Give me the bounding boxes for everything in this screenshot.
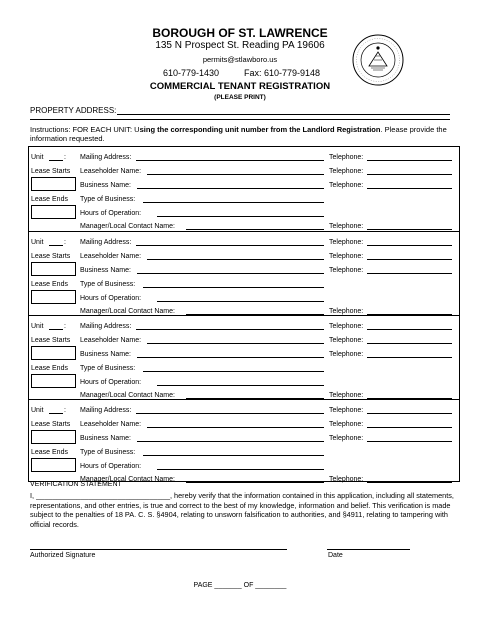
mailing-address-label: Mailing Address: <box>80 239 132 246</box>
mailing-address-label: Mailing Address: <box>80 323 132 330</box>
manager-contact-field[interactable] <box>186 482 324 483</box>
unit-block <box>29 399 459 484</box>
divider <box>30 119 450 120</box>
unit-number-field[interactable] <box>49 413 63 414</box>
form-title: COMMERCIAL TENANT REGISTRATION <box>149 81 331 92</box>
date-label: Date <box>328 552 343 559</box>
unit-number-field[interactable] <box>49 245 63 246</box>
business-name-label: Business Name: <box>80 351 131 358</box>
telephone-label: Telephone: <box>329 337 364 344</box>
unit-block <box>29 231 459 316</box>
mailing-address-field[interactable] <box>136 245 324 246</box>
type-of-business-label: Type of Business: <box>80 365 136 372</box>
telephone-label: Telephone: <box>329 154 364 161</box>
telephone-label: Telephone: <box>329 392 364 399</box>
telephone-field[interactable] <box>367 343 452 344</box>
lease-starts-label: Lease Starts <box>31 168 71 175</box>
hours-of-operation-field[interactable] <box>157 385 324 386</box>
property-address-field[interactable] <box>117 114 450 115</box>
hours-of-operation-field[interactable] <box>157 301 324 302</box>
lease-starts-date-box[interactable] <box>31 430 76 444</box>
org-name: BOROUGH OF ST. LAWRENCE <box>152 26 328 40</box>
telephone-label: Telephone: <box>329 223 364 230</box>
leaseholder-name-field[interactable] <box>147 427 324 428</box>
property-address-label: PROPERTY ADDRESS: <box>30 106 117 115</box>
unit-colon: : <box>64 323 66 330</box>
telephone-field[interactable] <box>367 245 452 246</box>
type-of-business-label: Type of Business: <box>80 449 136 456</box>
unit-colon: : <box>64 239 66 246</box>
unit-label: Unit <box>31 323 44 330</box>
telephone-field[interactable] <box>367 329 452 330</box>
telephone-label: Telephone: <box>329 267 364 274</box>
manager-contact-field[interactable] <box>186 229 324 230</box>
instructions-suffix: . Please provide the information requested. <box>30 125 447 143</box>
type-of-business-label: Type of Business: <box>80 281 136 288</box>
manager-contact-label: Manager/Local Contact Name: <box>80 476 175 483</box>
verification-text: I, _________________________________, hereby verify that the information contained in this application, including all statements, representations, and other entries, is true and correct to the best of my knowledge, information and belief. This verification is made subject to the penalties of 18 PA. C. S. §4904, relating to unsworn falsification to authorities, and §4911, relating to tampering with official records. <box>30 491 454 529</box>
telephone-field[interactable] <box>367 482 452 483</box>
business-name-field[interactable] <box>137 441 324 442</box>
hours-of-operation-label: Hours of Operation: <box>80 379 142 386</box>
lease-starts-date-box[interactable] <box>31 262 76 276</box>
unit-block <box>29 315 459 400</box>
leaseholder-name-field[interactable] <box>147 259 324 260</box>
borough-seal-icon <box>352 34 404 86</box>
mailing-address-label: Mailing Address: <box>80 407 132 414</box>
hours-of-operation-field[interactable] <box>157 469 324 470</box>
units-table <box>28 146 460 482</box>
telephone-field[interactable] <box>367 413 452 414</box>
lease-ends-date-box[interactable] <box>31 205 76 219</box>
unit-colon: : <box>64 154 66 161</box>
manager-contact-label: Manager/Local Contact Name: <box>80 308 175 315</box>
leaseholder-name-label: Leaseholder Name: <box>80 253 142 260</box>
lease-starts-label: Lease Starts <box>31 337 71 344</box>
business-name-label: Business Name: <box>80 182 131 189</box>
mailing-address-label: Mailing Address: <box>80 154 132 161</box>
business-name-field[interactable] <box>137 273 324 274</box>
org-email[interactable]: permits@stlawboro.us <box>202 55 278 64</box>
form-subtitle: (PLEASE PRINT) <box>214 94 266 101</box>
unit-number-field[interactable] <box>49 329 63 330</box>
telephone-field[interactable] <box>367 259 452 260</box>
manager-contact-label: Manager/Local Contact Name: <box>80 223 175 230</box>
page-number: PAGE _______ OF ________ <box>193 582 287 589</box>
hours-of-operation-label: Hours of Operation: <box>80 463 142 470</box>
leaseholder-name-label: Leaseholder Name: <box>80 168 142 175</box>
leaseholder-name-field[interactable] <box>147 343 324 344</box>
unit-colon: : <box>64 407 66 414</box>
telephone-label: Telephone: <box>329 407 364 414</box>
org-fax: Fax: 610-779-9148 <box>244 68 321 78</box>
telephone-label: Telephone: <box>329 421 364 428</box>
telephone-label: Telephone: <box>329 168 364 175</box>
business-name-label: Business Name: <box>80 435 131 442</box>
telephone-label: Telephone: <box>329 351 364 358</box>
hours-of-operation-field[interactable] <box>157 216 324 217</box>
unit-number-field[interactable] <box>49 160 63 161</box>
lease-ends-date-box[interactable] <box>31 290 76 304</box>
leaseholder-name-label: Leaseholder Name: <box>80 337 142 344</box>
instructions <box>30 125 460 143</box>
telephone-field[interactable] <box>367 174 452 175</box>
manager-contact-label: Manager/Local Contact Name: <box>80 392 175 399</box>
lease-ends-label: Lease Ends <box>31 365 68 372</box>
authorized-signature-label: Authorized Signature <box>30 552 96 559</box>
telephone-field[interactable] <box>367 441 452 442</box>
telephone-field[interactable] <box>367 188 452 189</box>
unit-block <box>29 147 459 231</box>
telephone-label: Telephone: <box>329 182 364 189</box>
lease-starts-label: Lease Starts <box>31 253 71 260</box>
business-name-field[interactable] <box>137 188 324 189</box>
instructions-bold: sing the corresponding unit number from the Landlord Registration <box>139 125 381 134</box>
org-address: 135 N Prospect St. Reading PA 19606 <box>155 40 325 51</box>
telephone-field[interactable] <box>367 427 452 428</box>
telephone-field[interactable] <box>367 273 452 274</box>
lease-ends-label: Lease Ends <box>31 449 68 456</box>
telephone-label: Telephone: <box>329 435 364 442</box>
leaseholder-name-field[interactable] <box>147 174 324 175</box>
org-phone: 610-779-1430 <box>163 68 220 78</box>
telephone-field[interactable] <box>367 160 452 161</box>
mailing-address-field[interactable] <box>136 413 324 414</box>
verification-title: VERIFICATION STATEMENT <box>30 481 122 488</box>
hours-of-operation-label: Hours of Operation: <box>80 295 142 302</box>
business-name-label: Business Name: <box>80 267 131 274</box>
telephone-label: Telephone: <box>329 308 364 315</box>
type-of-business-field[interactable] <box>143 371 324 372</box>
signature-field[interactable] <box>30 549 287 550</box>
lease-starts-date-box[interactable] <box>31 177 76 191</box>
type-of-business-label: Type of Business: <box>80 196 136 203</box>
type-of-business-field[interactable] <box>143 455 324 456</box>
telephone-label: Telephone: <box>329 239 364 246</box>
leaseholder-name-label: Leaseholder Name: <box>80 421 142 428</box>
unit-label: Unit <box>31 239 44 246</box>
lease-ends-date-box[interactable] <box>31 374 76 388</box>
lease-starts-label: Lease Starts <box>31 421 71 428</box>
business-name-field[interactable] <box>137 357 324 358</box>
telephone-label: Telephone: <box>329 323 364 330</box>
lease-ends-label: Lease Ends <box>31 281 68 288</box>
telephone-field[interactable] <box>367 357 452 358</box>
mailing-address-field[interactable] <box>136 160 324 161</box>
type-of-business-field[interactable] <box>143 202 324 203</box>
telephone-field[interactable] <box>367 229 452 230</box>
telephone-label: Telephone: <box>329 253 364 260</box>
instructions-prefix: Instructions: FOR EACH UNIT: U <box>30 125 140 134</box>
unit-label: Unit <box>31 407 44 414</box>
lease-ends-date-box[interactable] <box>31 458 76 472</box>
date-field[interactable] <box>327 549 410 550</box>
lease-ends-label: Lease Ends <box>31 196 68 203</box>
type-of-business-field[interactable] <box>143 287 324 288</box>
mailing-address-field[interactable] <box>136 329 324 330</box>
hours-of-operation-label: Hours of Operation: <box>80 210 142 217</box>
unit-label: Unit <box>31 154 44 161</box>
telephone-label: Telephone: <box>329 476 364 483</box>
lease-starts-date-box[interactable] <box>31 346 76 360</box>
